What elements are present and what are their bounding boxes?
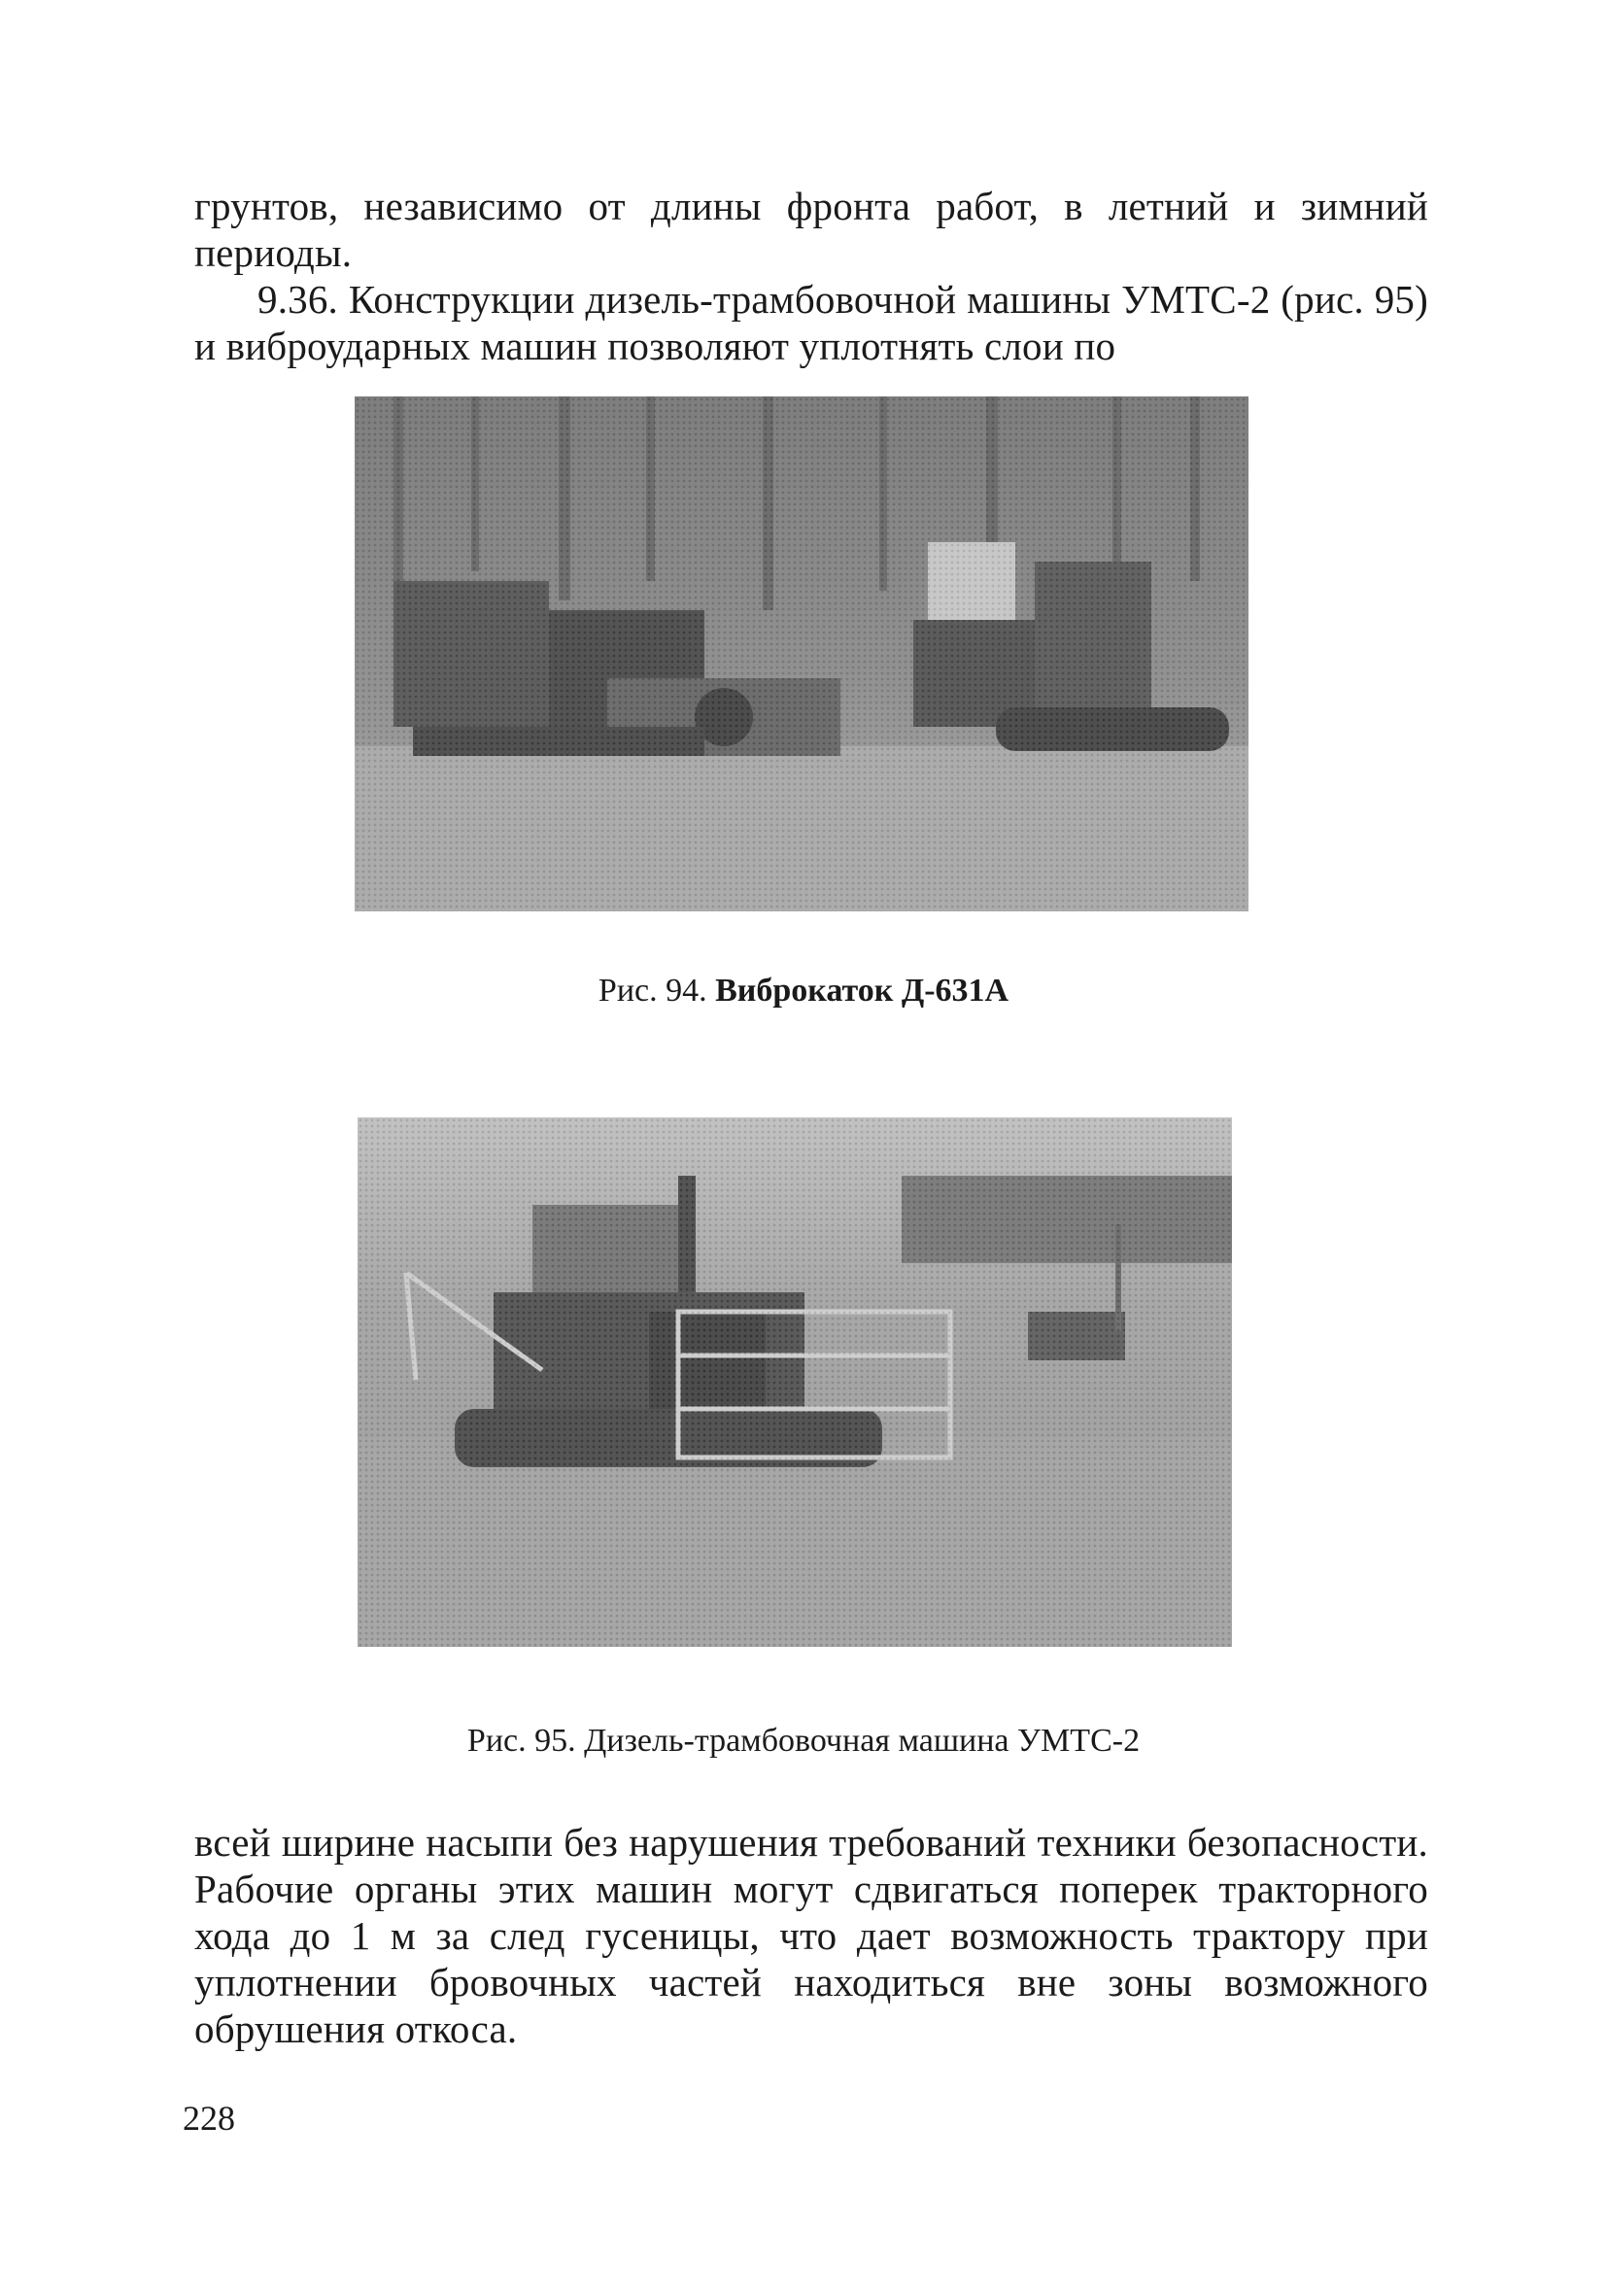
figure-95-photo — [358, 1117, 1232, 1647]
figure-95-title: Дизель-трамбовочная машина УМТС-2 — [584, 1723, 1141, 1759]
diesel-tamping-machine-photo — [358, 1117, 1232, 1647]
figure-94-caption — [0, 972, 1607, 1011]
figure-94-photo — [355, 396, 1248, 911]
vibratory-roller-photo — [355, 396, 1248, 911]
figure-94-title: Виброкаток Д-631А — [715, 973, 1009, 1009]
continuation-paragraph: грунтов, независимо от длины фронта работ, в летний и зимний периоды. — [194, 184, 1428, 275]
bottom-text-block — [194, 1819, 1428, 2052]
figure-94-label: Рис. 94. — [598, 973, 707, 1009]
section-paragraph-9-36: 9.36. Конструкции дизель-трамбовочной машины УМТС-2 (рис. 95) и виброударных машин позволяют уплотнять слои по — [194, 277, 1428, 368]
figure-95-label: Рис. 95. — [466, 1723, 576, 1759]
page-number: 228 — [183, 2099, 235, 2138]
top-text-block — [194, 183, 1428, 369]
continuation-paragraph-bottom: всей ширине насыпи без нарушения требований техники безопасности. Рабочие органы этих машин могут сдвигаться поперек тракторного хода до 1 м за след гусеницы, что дает возможность трактору при уплотнении бровочных частей находиться вне зоны возможного обрушения откоса. — [194, 1820, 1428, 2051]
figure-95-caption — [0, 1722, 1607, 1761]
